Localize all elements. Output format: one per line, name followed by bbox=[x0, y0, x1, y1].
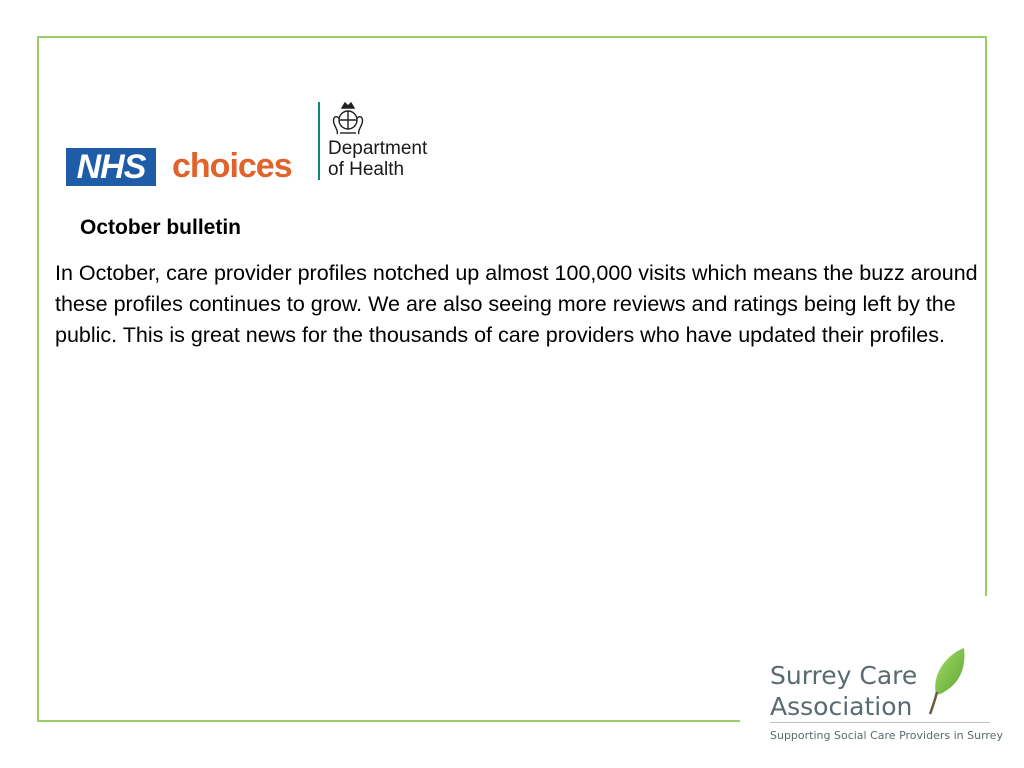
sca-logo-text bbox=[770, 660, 917, 722]
doh-line-2: of Health bbox=[328, 159, 405, 180]
sca-name-line-1: Surrey Care bbox=[770, 661, 918, 690]
sca-name-line-2: Association bbox=[770, 692, 913, 721]
doh-logo-text bbox=[328, 138, 427, 180]
sca-tagline: Supporting Social Care Providers in Surrey bbox=[770, 729, 1003, 742]
nhs-logo: NHS bbox=[66, 148, 156, 186]
royal-crest-icon bbox=[328, 100, 368, 136]
bulletin-body: In October, care provider profiles notched up almost 100,000 visits which means the buzz around these profiles continues to grow. We are also seeing more reviews and ratings being left by the public. This is great news for the thousands of care providers who have updated their profiles. bbox=[55, 261, 978, 347]
choices-logo: choices bbox=[172, 147, 292, 185]
doh-line-1: Department bbox=[328, 138, 428, 159]
bulletin-title: October bulletin bbox=[80, 216, 242, 239]
sca-divider bbox=[770, 722, 990, 723]
doh-divider bbox=[318, 102, 320, 180]
leaf-icon bbox=[922, 646, 980, 716]
